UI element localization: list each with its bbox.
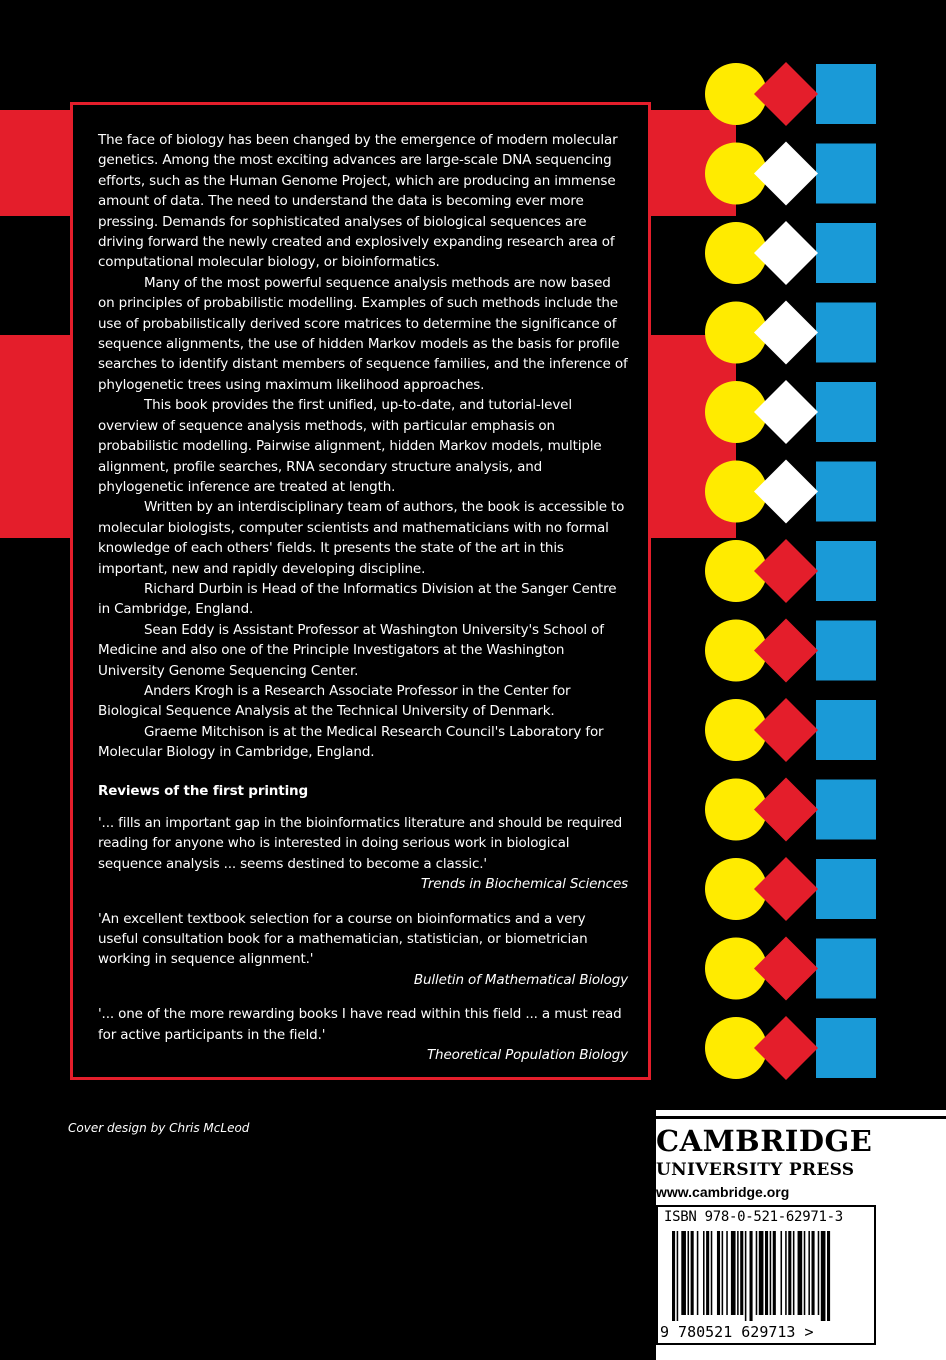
diamond-shape	[754, 142, 818, 206]
blue-square-shape	[816, 144, 876, 204]
barcode-bar	[788, 1231, 791, 1315]
barcode-bar	[691, 1231, 694, 1315]
barcode-bar	[726, 1231, 728, 1315]
barcode-bar	[717, 1231, 720, 1315]
description-paragraph: The face of biology has been changed by the emergence of modern molecular genetics. Among the most exciting advances are large-scale DNA sequencing efforts, such as the Human Genome Project, which are producing an immense amount of data. The need to understand the data is becoming ever more pressing. Demands for sophisticated analyses of biological sequences are driving forward the newly created and explosively expanding research area of computational molecular biology, or bioinformatics.	[98, 132, 618, 271]
barcode-bar	[677, 1231, 679, 1321]
barcode-bar	[681, 1231, 686, 1315]
barcode-bar	[745, 1231, 747, 1321]
diamond-shape	[754, 937, 818, 1001]
publisher-block	[656, 1110, 946, 1360]
publisher-subtitle: UNIVERSITY PRESS	[656, 1160, 855, 1180]
barcode-bar	[688, 1231, 690, 1315]
description-paragraph: Many of the most powerful sequence analysis methods are now based on principles of probabilistic modelling. Examples of such methods include the use of probabilistically derived score matrices to determine the significance of sequence alignments, the use of hidden Markov models as the basis for profile searches to identify distant members of sequence families, and the inference of phylogenetic trees using maximum likelihood approaches.	[98, 274, 628, 393]
shape-pattern-column	[704, 62, 884, 1082]
barcode-bar	[793, 1231, 795, 1315]
diamond-shape	[754, 698, 818, 762]
barcode-bar	[711, 1231, 713, 1315]
author-bio: Sean Eddy is Assistant Professor at Washington University's School of Medicine and also one of the Principle Investigators at the Washington University Genome Sequencing Center.	[98, 621, 604, 679]
author-bio: Richard Durbin is Head of the Informatics Division at the Sanger Centre in Cambridge, England.	[98, 580, 617, 618]
barcode-bar	[737, 1231, 739, 1315]
barcode-bar	[703, 1231, 705, 1315]
blue-square-shape	[816, 382, 876, 442]
barcode-bar	[770, 1231, 772, 1315]
barcode-bar	[798, 1231, 803, 1315]
diamond-shape	[754, 857, 818, 921]
barcode-bar	[672, 1231, 675, 1321]
barcode-bar	[808, 1231, 810, 1315]
barcode-bar	[827, 1231, 830, 1321]
barcode-bar	[821, 1231, 826, 1321]
blue-square-shape	[816, 859, 876, 919]
blue-square-shape	[816, 621, 876, 681]
blue-square-shape	[816, 64, 876, 124]
diamond-shape	[754, 221, 818, 285]
isbn-label: ISBN 978-0-521-62971-3	[664, 1209, 843, 1225]
blue-square-shape	[816, 462, 876, 522]
author-bio: Anders Krogh is a Research Associate Professor in the Center for Biological Sequence Analysis at the Technical University of Denmark.	[98, 682, 571, 720]
diamond-shape	[754, 62, 818, 126]
barcode-bar	[781, 1231, 783, 1315]
barcode-bar	[812, 1231, 815, 1315]
barcode	[658, 1231, 874, 1343]
blue-square-shape	[816, 223, 876, 283]
isbn-barcode-box	[656, 1205, 876, 1345]
diamond-shape	[754, 1016, 818, 1080]
author-bio: Graeme Mitchison is at the Medical Research Council's Laboratory for Molecular Biology in Cambridge, England.	[98, 723, 604, 761]
diamond-shape	[754, 380, 818, 444]
diamond-shape	[754, 778, 818, 842]
review-quote: 'An excellent textbook selection for a course on bioinformatics and a very useful consultation book for a mathematician, statistician, or biometrician working in sequence alignment.'	[98, 910, 588, 968]
review-quote: '... fills an important gap in the bioinformatics literature and should be required reading for anyone who is interested in doing serious work in biological sequence analysis ... seems destined to become a classic.'	[98, 815, 623, 872]
review	[98, 1004, 628, 1065]
publisher-rule	[656, 1116, 946, 1119]
barcode-bar	[765, 1231, 768, 1315]
review-source: Trends in Biochemical Sciences	[420, 876, 628, 893]
publisher-website: www.cambridge.org	[656, 1184, 790, 1200]
review-quote: '... one of the more rewarding books I have read within this field ... a must read for active participants in the field.'	[98, 1006, 622, 1043]
barcode-bar	[722, 1231, 724, 1315]
barcode-bar	[731, 1231, 736, 1315]
blue-square-shape	[816, 1018, 876, 1078]
review	[98, 813, 628, 895]
blue-square-shape	[816, 939, 876, 999]
barcode-bar	[740, 1231, 743, 1315]
diamond-shape	[754, 619, 818, 683]
barcode-bar	[818, 1231, 820, 1315]
back-cover-text	[98, 130, 628, 1079]
barcode-bar	[697, 1231, 699, 1315]
barcode-bar	[785, 1231, 787, 1315]
publisher-logo: CAMBRIDGE	[656, 1124, 873, 1158]
barcode-bar	[759, 1231, 764, 1315]
description-paragraph: Written by an interdisciplinary team of authors, the book is accessible to molecular biologists, computer scientists and mathematicians with no formal knowledge of each others' fields. It presents the state of the art in this important, new and rapidly developing discipline.	[98, 499, 625, 577]
review	[98, 909, 628, 991]
blue-square-shape	[816, 303, 876, 363]
review-source: Bulletin of Mathematical Biology	[413, 971, 628, 988]
diamond-shape	[754, 301, 818, 365]
barcode-bar	[804, 1231, 806, 1315]
barcode-bar	[773, 1231, 776, 1315]
barcode-bar	[750, 1231, 753, 1321]
blue-square-shape	[816, 541, 876, 601]
reviews-heading: Reviews of the first printing	[98, 782, 309, 799]
blue-square-shape	[816, 700, 876, 760]
review-source: Theoretical Population Biology	[426, 1047, 628, 1064]
description-paragraph: This book provides the first unified, up-to-date, and tutorial-level overview of sequence analysis methods, with particular emphasis on probabilistic modelling. Pairwise alignment, hidden Markov models, multiple alignment, profile searches, RNA secondary structure analysis, and phylogenetic inference are treated at length.	[98, 397, 602, 495]
barcode-digits: 9 780521 629713 >	[660, 1323, 814, 1341]
barcode-bar	[706, 1231, 709, 1315]
blue-square-shape	[816, 780, 876, 840]
diamond-shape	[754, 460, 818, 524]
barcode-bar	[756, 1231, 758, 1315]
diamond-shape	[754, 539, 818, 603]
cover-design-credit: Cover design by Chris McLeod	[68, 1121, 250, 1135]
